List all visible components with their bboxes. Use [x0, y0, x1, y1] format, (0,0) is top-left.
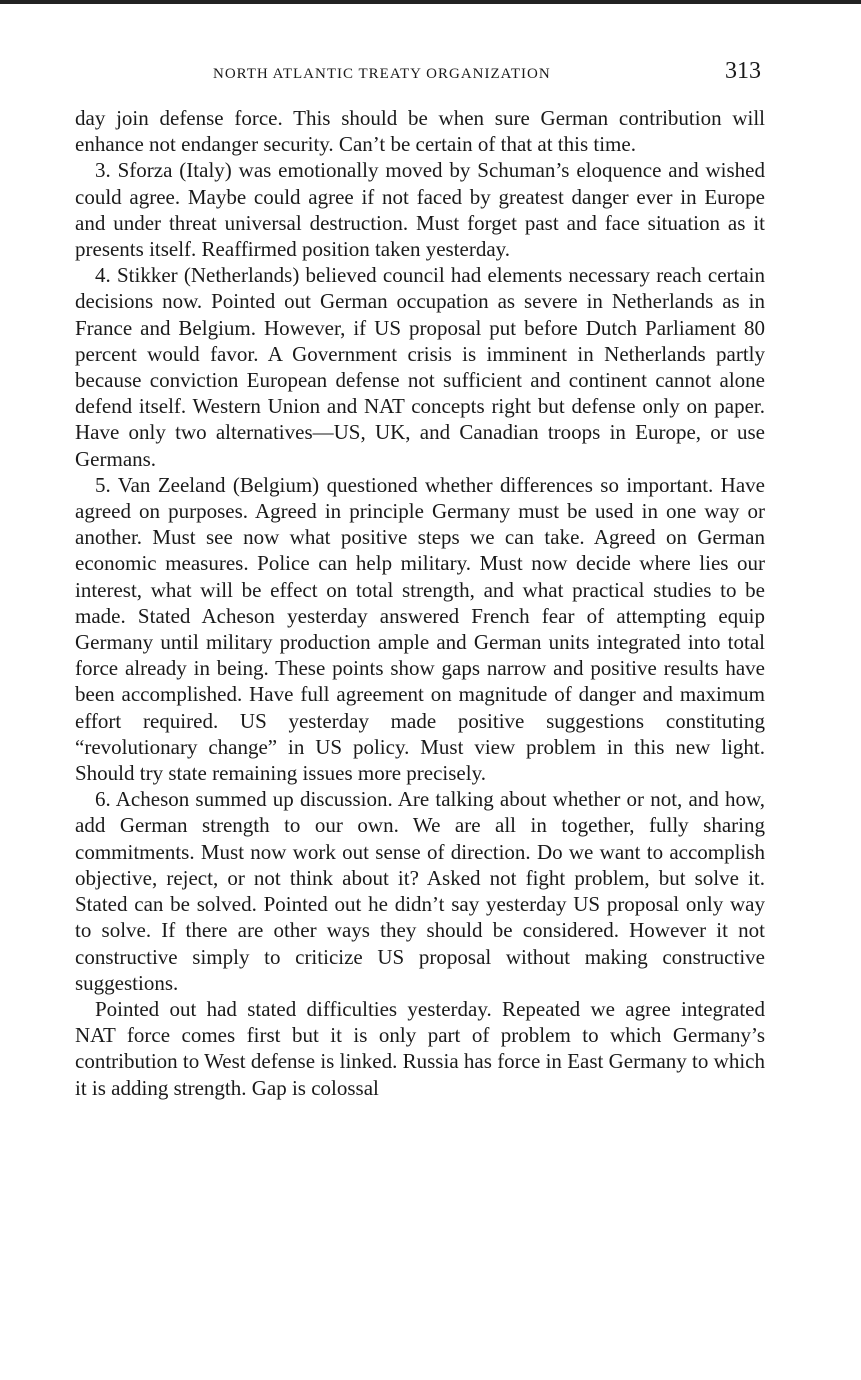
running-head: NORTH ATLANTIC TREATY ORGANIZATION: [213, 66, 551, 82]
page-number: 313: [725, 58, 761, 84]
top-border-rule: [0, 0, 861, 4]
page-header: [75, 58, 765, 88]
paragraph-van-zeeland: 5. Van Zeeland (Belgium) questioned whether differences so important. Have agreed on purposes. Agreed in principle Germany must be used in one way or another. Must see now what positive steps we can take. Agreed on German economic measures. Police can help military. Must now decide where lies our interest, what will be effect on total strength, and what practical studies to be made. Stated Acheson yesterday answered French fear of attempting equip Germany until military production ample and German units integrated into total force already in being. These points show gaps narrow and positive results have been accomplished. Have full agreement on magnitude of danger and maximum effort required. US yesterday made positive suggestions constituting “revolutionary change” in US policy. Must view problem in this new light. Should try state remaining issues more precisely.: [75, 472, 765, 786]
paragraph-acheson-difficulties: Pointed out had stated difficulties yesterday. Repeated we agree integrated NAT force comes first but it is only part of problem to which Germany’s contribution to West defense is linked. Russia has force in East Germany to which it is adding strength. Gap is colossal: [75, 996, 765, 1100]
paragraph-continuation: day join defense force. This should be when sure German contribution will enhance not endanger security. Can’t be certain of that at this time.: [75, 106, 765, 157]
paragraph-stikker: 4. Stikker (Netherlands) believed council had elements necessary reach certain decisions now. Pointed out German occupation as severe in Netherlands as in France and Belgium. However, if US proposal put before Dutch Parliament 80 percent would favor. A Government crisis is imminent in Netherlands partly because conviction European defense not sufficient and continent cannot alone defend itself. Western Union and NAT concepts right but defense only on paper. Have only two alternatives—US, UK, and Canadian troops in Europe, or use Germans.: [75, 263, 765, 471]
paragraph-sforza: 3. Sforza (Italy) was emotionally moved by Schuman’s eloquence and wished could agree. Maybe could agree if not faced by greatest danger ever in Europe and under threat universal destruction. Must forget past and face situation as it presents itself. Reaffirmed position taken yesterday.: [75, 158, 765, 262]
paragraph-acheson-summary: 6. Acheson summed up discussion. Are talking about whether or not, and how, add German strength to our own. We are all in together, fully sharing commitments. Must now work out sense of direction. Do we want to accomplish objective, reject, or not think about it? Asked not fight problem, but solve it. Stated can be solved. Pointed out he didn’t say yesterday US proposal only way to solve. If there are other ways they should be considered. However it not constructive simply to criticize US proposal without making constructive suggestions.: [75, 787, 765, 995]
body-text: [75, 105, 765, 1101]
